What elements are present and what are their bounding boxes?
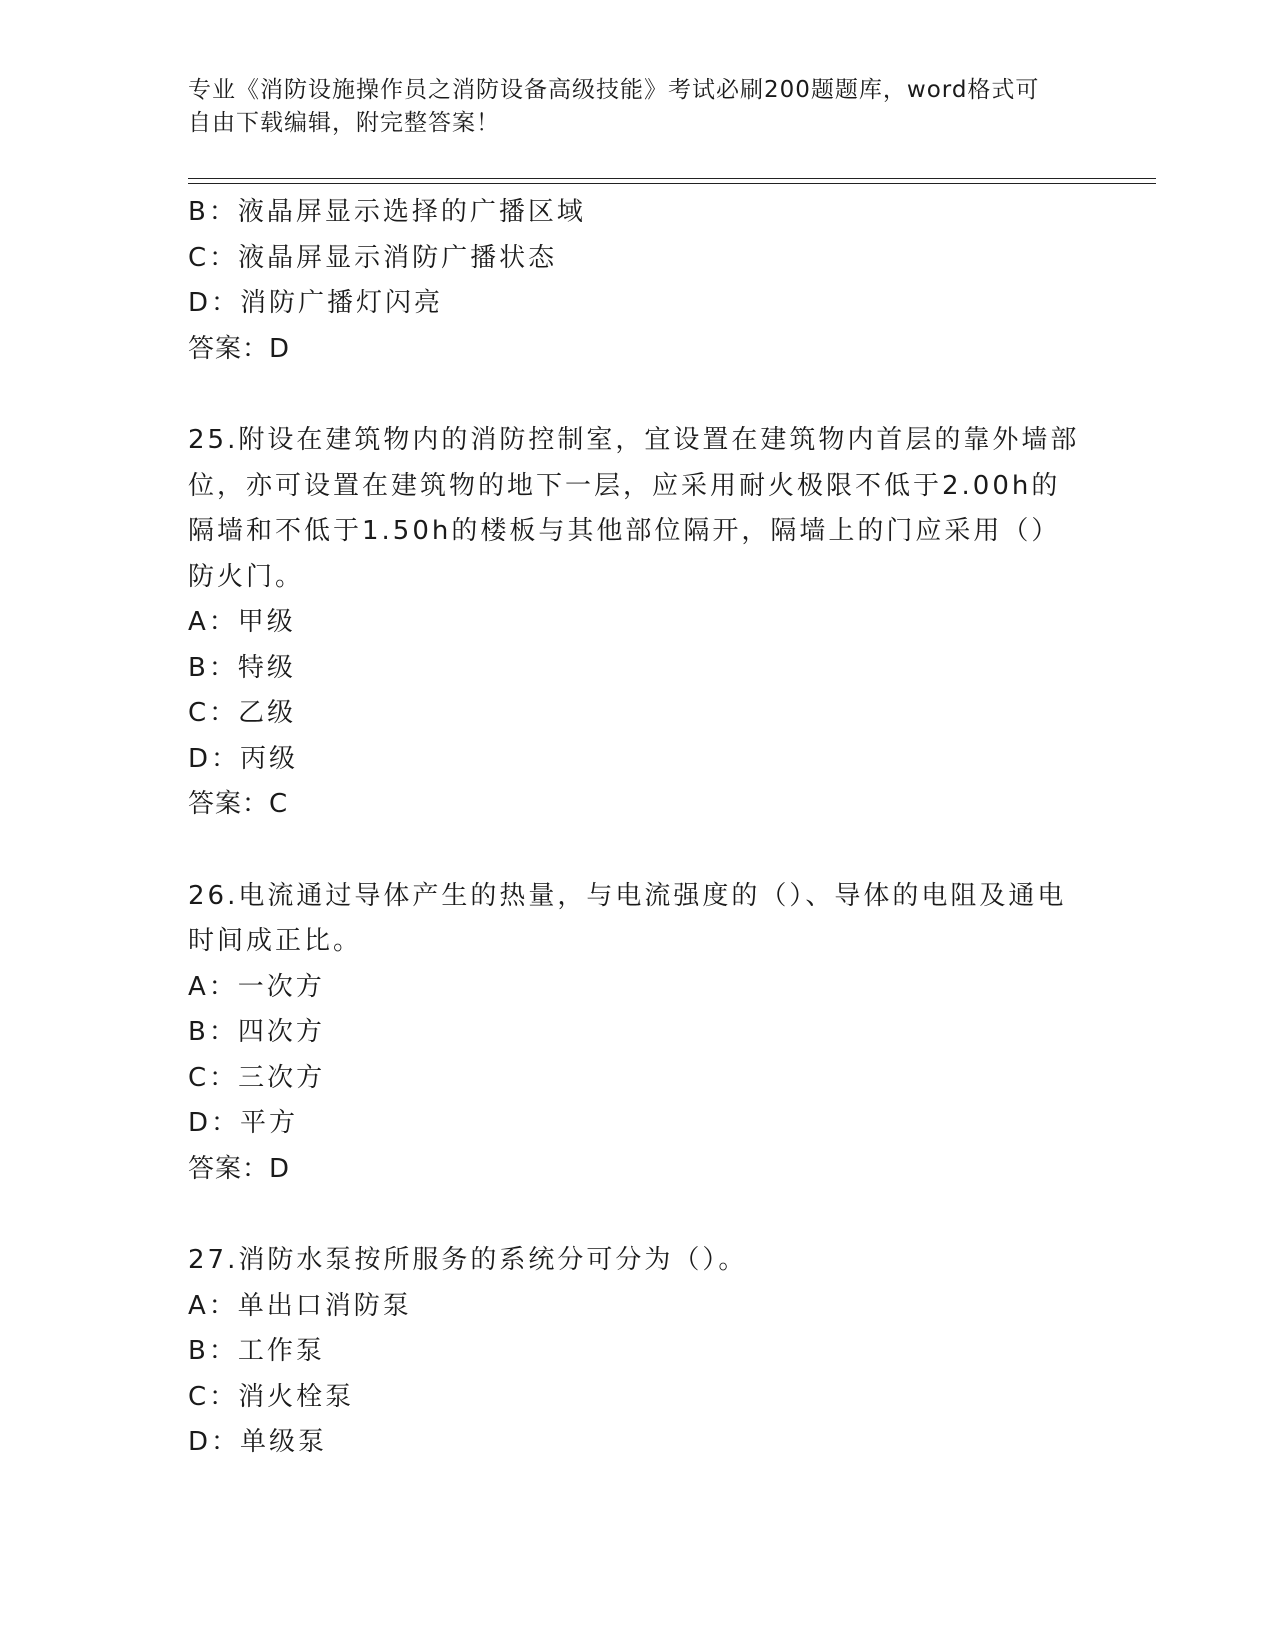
header-line-1: 专业《消防设施操作员之消防设备高级技能》考试必刷200题题库，word格式可 (188, 77, 1040, 103)
question-stem-line: 26.电流通过导体产生的热量，与电流强度的（）、导体的电阻及通电 (188, 880, 1067, 911)
header-rule-top (188, 178, 1156, 179)
question-26 (188, 874, 1088, 1193)
question-stem-line: 25.附设在建筑物内的消防控制室，宜设置在建筑物内首层的靠外墙部 (188, 425, 1080, 455)
option-a: A：甲级 (188, 607, 296, 637)
option-b: B：四次方 (188, 1017, 325, 1047)
question-stem-line: 防火门。 (188, 561, 305, 592)
option-c: C：液晶屏显示消防广播状态 (188, 242, 558, 273)
question-stem-line: 27.消防水泵按所服务的系统分可分为（）。 (188, 1245, 748, 1275)
answer-line: 答案：C (188, 789, 289, 819)
question-27 (188, 1238, 1088, 1466)
option-c: C：三次方 (188, 1062, 326, 1093)
option-b: B：液晶屏显示选择的广播区域 (188, 197, 586, 227)
question-stem-line: 时间成正比。 (188, 926, 363, 956)
option-a: A：一次方 (188, 971, 325, 1002)
option-b: B：工作泵 (188, 1336, 325, 1366)
question-stem-line: 位，亦可设置在建筑物的地下一层，应采用耐火极限不低于2.00h的 (188, 470, 1061, 501)
option-a: A：单出口消防泵 (188, 1290, 412, 1321)
option-c: C：消火栓泵 (188, 1381, 355, 1412)
answer-line: 答案：D (188, 1153, 291, 1184)
option-c: C：乙级 (188, 698, 297, 728)
question-25 (188, 418, 1088, 828)
header-rule-bottom (188, 183, 1156, 184)
question-stem-line: 隔墙和不低于1.50h的楼板与其他部位隔开，隔墙上的门应采用（） (188, 516, 1061, 546)
option-b: B：特级 (188, 652, 296, 683)
spacer (188, 828, 1088, 874)
option-d: D：消防广播灯闪亮 (188, 288, 444, 318)
spacer (188, 1192, 1088, 1238)
spacer (188, 372, 1088, 418)
answer-line: 答案：D (188, 333, 291, 364)
question-content (188, 190, 1088, 1466)
prev-question-block (188, 190, 1088, 372)
option-d: D：单级泵 (188, 1427, 328, 1457)
option-d: D：平方 (188, 1108, 299, 1138)
header-line-2: 自由下载编辑，附完整答案！ (188, 110, 500, 136)
document-header (188, 74, 1088, 140)
option-d: D：丙级 (188, 743, 299, 774)
